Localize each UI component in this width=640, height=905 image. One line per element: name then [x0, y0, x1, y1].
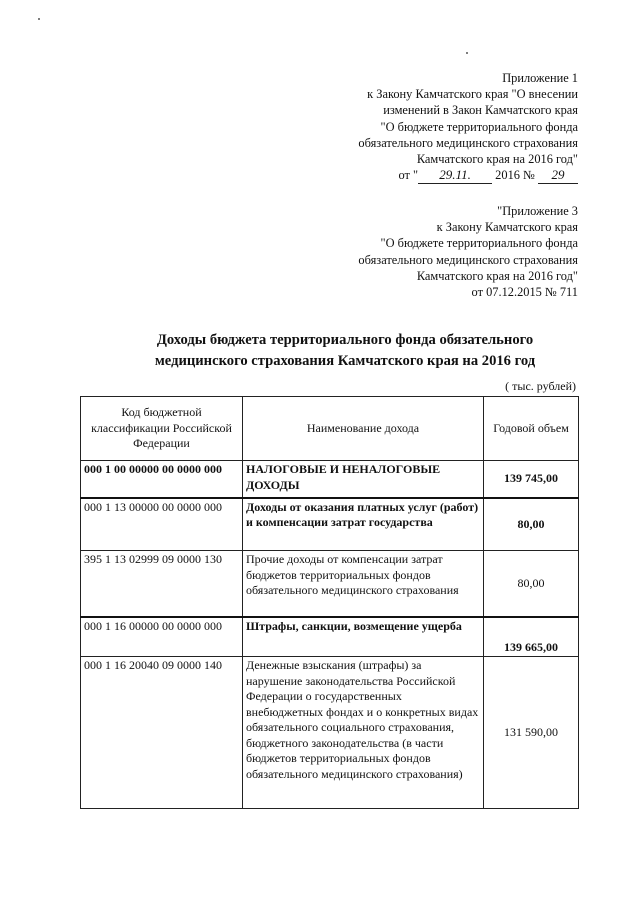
number-label: №	[523, 168, 535, 183]
header-amount: Годовой объем	[484, 397, 579, 461]
row-amount: 131 590,00	[484, 657, 579, 809]
appendix-line: Приложение 1	[502, 71, 578, 85]
appendix-3-header	[358, 203, 578, 300]
appendix-line: обязательного медицинского страхования	[358, 135, 578, 150]
row-code: 000 1 16 00000 00 0000 000	[81, 617, 243, 657]
appendix-date-line	[358, 167, 578, 184]
appendix-line: от 07.12.2015 № 711	[471, 285, 578, 300]
date-prefix: от "	[398, 168, 419, 183]
row-code: 000 1 00 00000 00 0000 000	[81, 461, 243, 498]
title-line: Доходы бюджета территориального фонда обязательного	[156, 332, 534, 348]
table-row	[81, 657, 579, 809]
scan-speck	[38, 18, 40, 20]
row-amount: 139 745,00	[484, 461, 579, 498]
date-day: 29.11.	[418, 167, 492, 184]
appendix-1-header	[358, 70, 578, 184]
document-title	[70, 330, 620, 372]
row-name: Штрафы, санкции, возмещение ущерба	[243, 617, 484, 657]
row-name: Прочие доходы от компенсации затрат бюджетов территориальных фондов обязательного медицинского страхования	[243, 551, 484, 617]
appendix-line: Камчатского края на 2016 год"	[416, 268, 578, 283]
row-amount: 80,00	[484, 498, 579, 551]
appendix-line: изменений в Закон Камчатского края	[383, 103, 578, 118]
row-code: 395 1 13 02999 09 0000 130	[81, 551, 243, 617]
title-line: медицинского страхования Камчатского края на 2016 год	[154, 353, 536, 369]
appendix-line: "О бюджете территориального фонда	[380, 236, 578, 251]
row-name: НАЛОГОВЫЕ И НЕНАЛОГОВЫЕ ДОХОДЫ	[243, 461, 484, 498]
appendix-line: обязательного медицинского страхования	[358, 252, 578, 267]
table-row	[81, 617, 579, 657]
date-year: 2016	[495, 168, 520, 183]
appendix-line: Камчатского края на 2016 год"	[416, 152, 578, 167]
table-header-row	[81, 397, 579, 461]
table-row	[81, 551, 579, 617]
appendix-line: "Приложение 3	[497, 204, 578, 218]
row-amount: 139 665,00	[484, 617, 579, 657]
row-name: Денежные взыскания (штрафы) за нарушение законодательства Российской Федерации о государственных внебюджетных фондах и о конкретных видах обязательного социального страхования, бюджетного законодательства (в части бюджетов территориальных фондов обязательного медицинского страхования)	[243, 657, 484, 809]
header-name: Наименование дохода	[243, 397, 484, 461]
row-code: 000 1 16 20040 09 0000 140	[81, 657, 243, 809]
appendix-line: к Закону Камчатского края "О внесении	[367, 87, 578, 102]
row-name: Доходы от оказания платных услуг (работ) и компенсации затрат государства	[243, 498, 484, 551]
table-row	[81, 461, 579, 498]
units-label: ( тыс. рублей)	[505, 379, 576, 393]
appendix-line: "О бюджете территориального фонда	[380, 119, 578, 134]
row-amount: 80,00	[484, 551, 579, 617]
income-table	[80, 396, 579, 809]
row-code: 000 1 13 00000 00 0000 000	[81, 498, 243, 551]
appendix-line: к Закону Камчатского края	[436, 220, 578, 235]
table-row	[81, 498, 579, 551]
scan-speck	[466, 52, 468, 54]
number-value: 29	[538, 167, 578, 184]
header-code: Код бюджетной классификации Российской Федерации	[81, 397, 243, 461]
